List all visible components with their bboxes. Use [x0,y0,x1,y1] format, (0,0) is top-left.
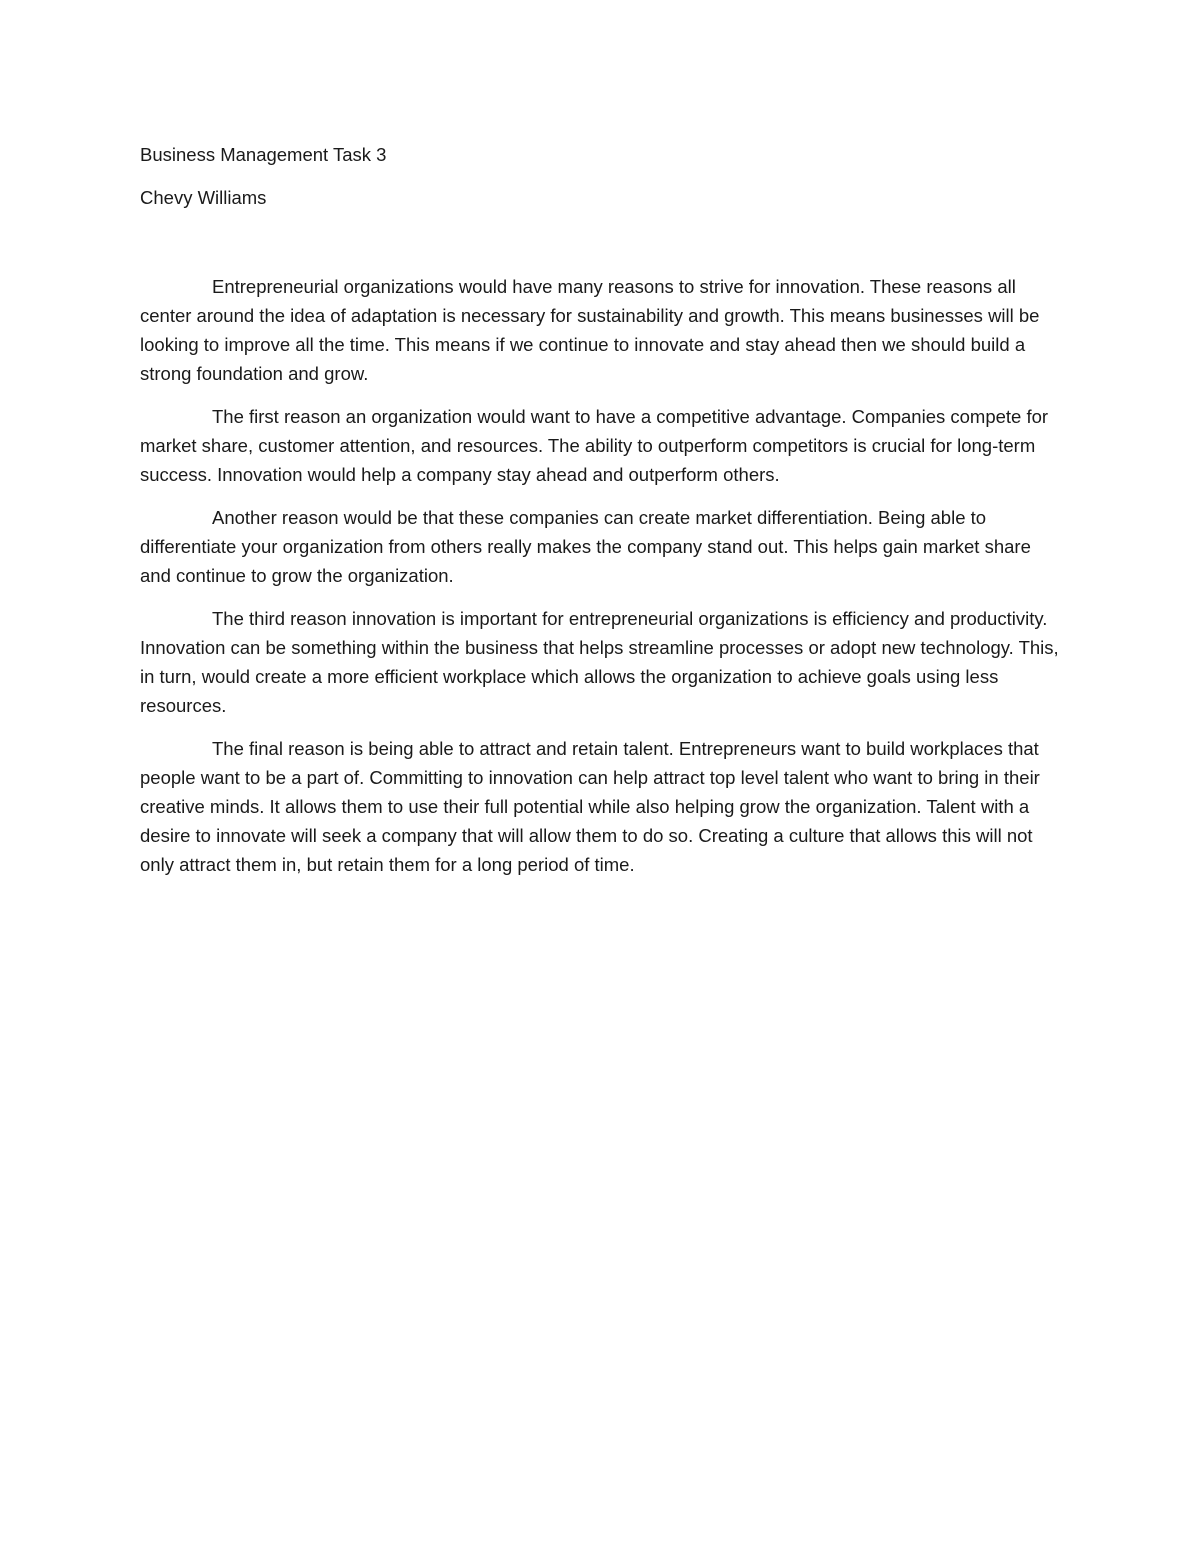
document-body [140,140,1065,893]
paragraph-introduction: Entrepreneurial organizations would have many reasons to strive for innovation. These reasons all center around the idea of adaptation is necessary for sustainability and growth. This means businesses will be looking to improve all the time. This means if we continue to innovate and stay ahead then we should build a strong foundation and grow. [140,276,1040,384]
document-title: Business Management Task 3 [140,144,387,165]
paragraph-competitive-advantage: The first reason an organization would want to have a competitive advantage. Companies compete for market share, customer attention, and resources. The ability to outperform competitors is crucial for long-term success. Innovation would help a company stay ahead and outperform others. [140,406,1049,485]
document-author: Chevy Williams [140,187,267,208]
paragraph-efficiency-productivity: The third reason innovation is important for entrepreneurial organizations is efficiency and productivity. Innovation can be something within the business that helps streamline processes or adopt new technology. This, in turn, would create a more efficient workplace which allows the organization to achieve goals using less resources. [140,608,1059,716]
paragraph-attract-retain-talent: The final reason is being able to attract and retain talent. Entrepreneurs want to build workplaces that people want to be a part of. Committing to innovation can help attract top level talent who want to bring in their creative minds. It allows them to use their full potential while also helping grow the organization. Talent with a desire to innovate will seek a company that will allow them to do so. Creating a culture that allows this will not only attract them in, but retain them for a long period of time. [140,738,1040,875]
paragraph-market-differentiation: Another reason would be that these companies can create market differentiation. Being able to differentiate your organization from others really makes the company stand out. This helps gain market share and continue to grow the organization. [140,507,1031,586]
